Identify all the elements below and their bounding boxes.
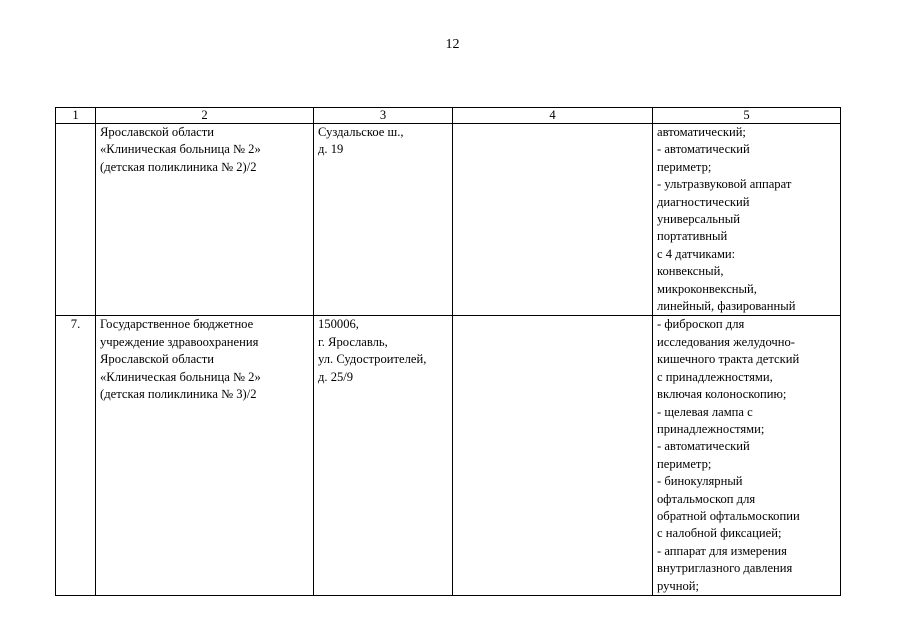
equipment-table xyxy=(55,107,841,596)
institution-line: (детская поликлиника № 3)/2 xyxy=(100,387,257,402)
equipment-line: внутриглазного давления xyxy=(657,561,793,576)
equipment-line: принадлежностями; xyxy=(657,421,765,436)
equipment-line: автоматический; xyxy=(657,125,746,139)
row-number-cell xyxy=(56,124,96,316)
equipment-line: линейный, фазированный xyxy=(657,299,796,314)
equipment-line: универсальный xyxy=(657,212,740,227)
institution-line: учреждение здравоохранения xyxy=(100,334,259,349)
address-line: д. 19 xyxy=(318,142,344,157)
equipment-line: включая колоноскопию; xyxy=(657,387,787,402)
equipment-line: - щелевая лампа с xyxy=(657,404,753,419)
address-line: д. 25/9 xyxy=(318,369,354,384)
equipment-line: с налобной фиксацией; xyxy=(657,526,782,541)
equipment-line: с принадлежностями, xyxy=(657,369,773,384)
equipment-line: диагностический xyxy=(657,194,750,209)
address-line: 150006, xyxy=(318,317,359,332)
header-col-4: 4 xyxy=(453,108,653,124)
header-col-3: 3 xyxy=(314,108,453,124)
equipment-line: ручной; xyxy=(657,578,700,593)
equipment-line: периметр; xyxy=(657,159,712,174)
table-row xyxy=(56,124,841,316)
address-line: ул. Судостроителей, xyxy=(318,352,427,367)
equipment-line: с 4 датчиками: xyxy=(657,246,736,261)
equipment-line: - автоматический xyxy=(657,142,750,157)
institution-line: «Клиническая больница № 2» xyxy=(100,369,261,384)
equipment-line: - автоматический xyxy=(657,439,750,454)
row-number-cell: 7. xyxy=(56,316,96,596)
equipment-line: обратной офтальмоскопии xyxy=(657,508,800,523)
address-line: г. Ярославль, xyxy=(318,334,388,349)
institution-line: Государственное бюджетное xyxy=(100,317,254,332)
institution-line: Ярославской области xyxy=(100,125,214,139)
equipment-line: - аппарат для измерения xyxy=(657,543,787,558)
institution-line: Ярославской области xyxy=(100,352,214,367)
equipment-line: - ультразвуковой аппарат xyxy=(657,177,792,192)
equipment-line: кишечного тракта детский xyxy=(657,352,800,367)
institution-cell xyxy=(96,124,314,316)
table-row xyxy=(56,316,841,596)
address-cell xyxy=(314,316,453,596)
equipment-line: периметр; xyxy=(657,456,712,471)
header-col-5: 5 xyxy=(653,108,841,124)
equipment-cell xyxy=(653,316,841,596)
header-col-1: 1 xyxy=(56,108,96,124)
col4-cell xyxy=(453,316,653,596)
address-line: Суздальское ш., xyxy=(318,125,404,139)
equipment-line: портативный xyxy=(657,229,728,244)
equipment-line: офтальмоскоп для xyxy=(657,491,756,506)
institution-line: «Клиническая больница № 2» xyxy=(100,142,261,157)
institution-cell xyxy=(96,316,314,596)
page-number: 12 xyxy=(445,37,460,52)
col4-cell xyxy=(453,124,653,316)
address-cell xyxy=(314,124,453,316)
equipment-cell xyxy=(653,124,841,316)
equipment-line: - фиброскоп для xyxy=(657,317,745,332)
equipment-line: - бинокулярный xyxy=(657,474,743,489)
equipment-line: конвексный, xyxy=(657,264,724,279)
equipment-line: микроконвексный, xyxy=(657,281,757,296)
header-col-2: 2 xyxy=(96,108,314,124)
institution-line: (детская поликлиника № 2)/2 xyxy=(100,159,257,174)
equipment-line: исследования желудочно- xyxy=(657,334,795,349)
table-header-row xyxy=(56,108,841,124)
